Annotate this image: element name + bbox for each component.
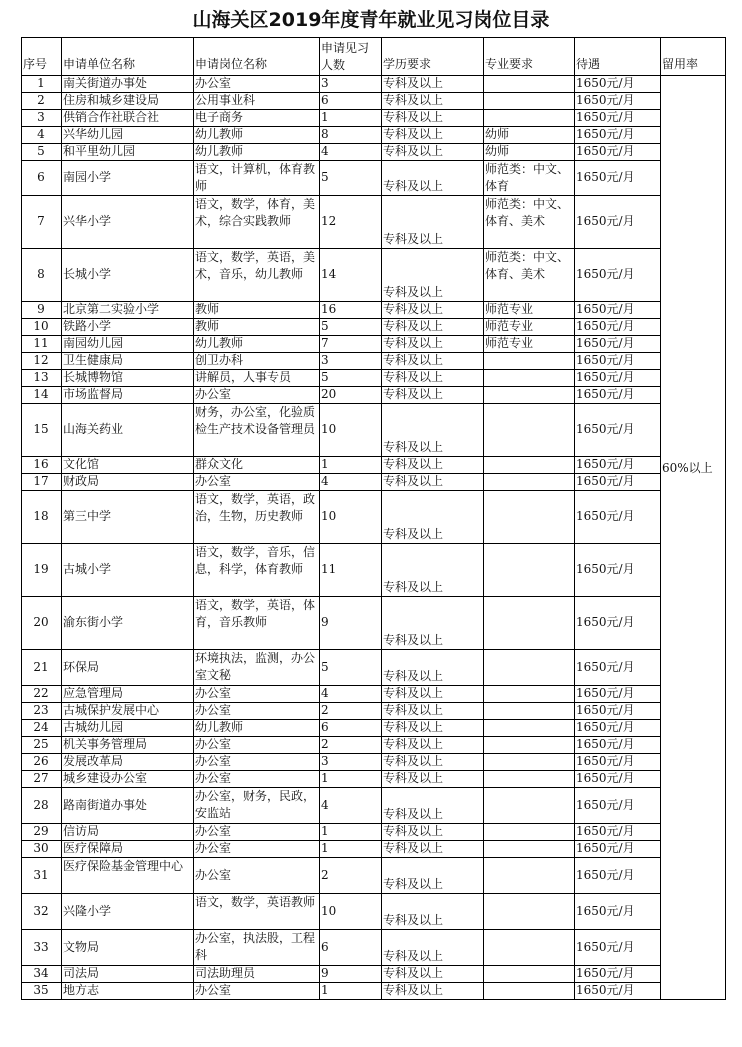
cell-count: 9 [321, 615, 329, 629]
cell-seq: 20 [33, 615, 49, 629]
cell-pay: 1650元/月 [576, 127, 635, 141]
cell-seq: 12 [33, 353, 49, 367]
cell-unit: 兴隆小学 [63, 904, 112, 918]
cell-unit: 第三中学 [63, 509, 112, 523]
cell-count: 3 [321, 353, 329, 367]
cell-post: 语文，数学，英语，政治，生物，历史教师 [195, 492, 316, 523]
cell-unit: 地方志 [63, 983, 100, 997]
cell-post: 办公室，执法股，工程科 [195, 931, 316, 962]
cell-count: 14 [321, 267, 337, 281]
grid-line [660, 75, 726, 76]
cell-pay: 1650元/月 [576, 319, 635, 333]
grid-line [725, 37, 726, 1000]
cell-count: 10 [321, 904, 337, 918]
cell-edu: 专科及以上 [383, 720, 444, 734]
cell-major [483, 736, 574, 753]
grid-line [21, 543, 661, 544]
cell-edu: 专科及以上 [383, 771, 444, 785]
header-pay: 待遇 [576, 57, 601, 71]
cell-unit: 医疗保险基金管理中心 [63, 859, 184, 873]
cell-edu: 专科及以上 [383, 754, 444, 768]
cell-count: 12 [321, 214, 337, 228]
cell-post: 办公室 [195, 868, 232, 882]
cell-edu: 专科及以上 [383, 703, 444, 717]
cell-count: 4 [321, 686, 329, 700]
cell-edu: 专科及以上 [383, 76, 444, 90]
cell-post: 语文，数学，英语，美术，音乐，幼儿教师 [195, 250, 316, 281]
cell-count: 7 [321, 336, 329, 350]
cell-major [483, 823, 574, 840]
cell-count: 5 [321, 370, 329, 384]
grid-line [21, 649, 661, 650]
cell-pay: 1650元/月 [576, 966, 635, 980]
cell-major [483, 352, 574, 369]
page-title: 山海关区2019年度青年就业见习岗位目录 [192, 9, 550, 31]
cell-seq: 5 [37, 144, 45, 158]
cell-pay: 1650元/月 [576, 868, 635, 882]
cell-pay: 1650元/月 [576, 940, 635, 954]
cell-major [483, 456, 574, 473]
cell-seq: 4 [37, 127, 45, 141]
cell-major [483, 508, 574, 525]
cell-seq: 27 [33, 771, 49, 785]
cell-count: 6 [321, 720, 329, 734]
cell-edu: 专科及以上 [383, 232, 444, 246]
cell-edu: 专科及以上 [383, 841, 444, 855]
cell-count: 1 [321, 457, 329, 471]
header-post: 申请岗位名称 [195, 57, 268, 71]
cell-post: 办公室，财务，民政，安监站 [195, 789, 316, 820]
cell-count: 1 [321, 824, 329, 838]
cell-post: 办公室 [195, 824, 232, 838]
cell-unit: 机关事务管理局 [63, 737, 148, 751]
cell-pay: 1650元/月 [576, 841, 635, 855]
cell-major [483, 753, 574, 770]
cell-major [483, 797, 574, 814]
cell-pay: 1650元/月 [576, 93, 635, 107]
cell-pay: 1650元/月 [576, 370, 635, 384]
cell-edu: 专科及以上 [383, 633, 444, 647]
cell-pay: 1650元/月 [576, 660, 635, 674]
cell-seq: 1 [37, 76, 45, 90]
header-seq: 序号 [23, 57, 48, 71]
cell-post: 语文，数学，英语，体育，音乐教师 [195, 598, 316, 629]
grid-line [21, 37, 726, 38]
cell-major [483, 939, 574, 956]
cell-post: 司法助理员 [195, 966, 256, 980]
cell-major [483, 702, 574, 719]
cell-count: 4 [321, 798, 329, 812]
cell-post: 公用事业科 [195, 93, 256, 107]
cell-seq: 14 [33, 387, 49, 401]
grid-line [21, 490, 661, 491]
cell-post: 办公室 [195, 387, 232, 401]
cell-pay: 1650元/月 [576, 798, 635, 812]
grid-line [21, 929, 661, 930]
cell-major [483, 421, 574, 438]
cell-major [483, 719, 574, 736]
cell-edu: 专科及以上 [383, 302, 444, 316]
cell-major: 师范专业 [485, 319, 534, 333]
cell-unit: 长城小学 [63, 267, 112, 281]
cell-edu: 专科及以上 [383, 474, 444, 488]
cell-edu: 专科及以上 [383, 353, 444, 367]
cell-seq: 31 [33, 868, 49, 882]
cell-edu: 专科及以上 [383, 669, 444, 683]
cell-post: 办公室 [195, 754, 232, 768]
cell-unit: 兴华小学 [63, 214, 112, 228]
cell-unit: 南园幼儿园 [63, 336, 124, 350]
cell-seq: 21 [33, 660, 49, 674]
cell-pay: 1650元/月 [576, 720, 635, 734]
cell-seq: 34 [33, 966, 49, 980]
cell-pay: 1650元/月 [576, 353, 635, 367]
cell-major: 幼师 [485, 144, 510, 158]
cell-seq: 6 [37, 170, 45, 184]
header-major: 专业要求 [485, 57, 534, 71]
cell-major [483, 659, 574, 676]
grid-line [21, 596, 661, 597]
cell-pay: 1650元/月 [576, 267, 635, 281]
cell-edu: 专科及以上 [383, 457, 444, 471]
cell-unit: 城乡建设办公室 [63, 771, 148, 785]
cell-count: 1 [321, 841, 329, 855]
cell-pay: 1650元/月 [576, 302, 635, 316]
cell-count: 5 [321, 319, 329, 333]
cell-pay: 1650元/月 [576, 422, 635, 436]
cell-count: 9 [321, 966, 329, 980]
cell-pay: 1650元/月 [576, 983, 635, 997]
cell-seq: 30 [33, 841, 49, 855]
cell-seq: 24 [33, 720, 49, 734]
cell-seq: 16 [33, 457, 49, 471]
cell-post: 群众文化 [195, 457, 244, 471]
cell-edu: 专科及以上 [383, 319, 444, 333]
cell-unit: 住房和城乡建设局 [63, 93, 160, 107]
cell-post: 幼儿教师 [195, 144, 244, 158]
cell-edu: 专科及以上 [383, 110, 444, 124]
cell-unit: 市场监督局 [63, 387, 124, 401]
cell-unit: 供销合作社联合社 [63, 110, 160, 124]
cell-unit: 环保局 [63, 660, 100, 674]
cell-edu: 专科及以上 [383, 336, 444, 350]
cell-unit: 文化馆 [63, 457, 100, 471]
cell-count: 3 [321, 754, 329, 768]
cell-major [483, 685, 574, 702]
cell-seq: 25 [33, 737, 49, 751]
cell-major [483, 386, 574, 403]
cell-post: 办公室 [195, 841, 232, 855]
cell-pay: 1650元/月 [576, 703, 635, 717]
cell-unit: 南关街道办事处 [63, 76, 148, 90]
cell-major [483, 840, 574, 857]
cell-count: 5 [321, 660, 329, 674]
cell-major [483, 75, 574, 92]
grid-line [660, 999, 726, 1000]
cell-seq: 3 [37, 110, 45, 124]
cell-major [483, 92, 574, 109]
cell-post: 环境执法，监测，办公室文秘 [195, 651, 316, 682]
cell-pay: 1650元/月 [576, 509, 635, 523]
cell-edu: 专科及以上 [383, 285, 444, 299]
cell-count: 2 [321, 868, 329, 882]
cell-unit: 信访局 [63, 824, 100, 838]
cell-unit: 古城小学 [63, 562, 112, 576]
cell-pay: 1650元/月 [576, 474, 635, 488]
cell-pay: 1650元/月 [576, 904, 635, 918]
cell-count: 1 [321, 983, 329, 997]
cell-count: 2 [321, 737, 329, 751]
cell-post: 财务，办公室，化验质检生产技术设备管理员 [195, 405, 316, 436]
cell-pay: 1650元/月 [576, 336, 635, 350]
cell-post: 电子商务 [195, 110, 244, 124]
cell-major: 师范类：中文、体育、美术 [485, 197, 570, 228]
cell-pay: 1650元/月 [576, 824, 635, 838]
cell-count: 6 [321, 940, 329, 954]
cell-edu: 专科及以上 [383, 93, 444, 107]
cell-pay: 1650元/月 [576, 110, 635, 124]
cell-post: 幼儿教师 [195, 336, 244, 350]
cell-seq: 19 [33, 562, 49, 576]
cell-unit: 渝东街小学 [63, 615, 124, 629]
cell-major: 师范专业 [485, 336, 534, 350]
cell-seq: 32 [33, 904, 49, 918]
cell-edu: 专科及以上 [383, 127, 444, 141]
cell-pay: 1650元/月 [576, 737, 635, 751]
cell-count: 8 [321, 127, 329, 141]
cell-unit: 文物局 [63, 940, 100, 954]
cell-major [483, 369, 574, 386]
cell-edu: 专科及以上 [383, 737, 444, 751]
cell-seq: 23 [33, 703, 49, 717]
cell-post: 语文，数学，音乐，信息，科学，体育教师 [195, 545, 316, 576]
header-unit: 申请单位名称 [63, 57, 136, 71]
cell-pay: 1650元/月 [576, 144, 635, 158]
cell-edu: 专科及以上 [383, 686, 444, 700]
grid-line [21, 893, 661, 894]
cell-post: 语文，数学，体育，美术，综合实践教师 [195, 197, 316, 228]
cell-seq: 29 [33, 824, 49, 838]
cell-edu: 专科及以上 [383, 966, 444, 980]
cell-major: 师范类：中文、体育、美术 [485, 250, 570, 281]
cell-seq: 28 [33, 798, 49, 812]
cell-unit: 卫生健康局 [63, 353, 124, 367]
cell-post: 教师 [195, 319, 220, 333]
header-edu: 学历要求 [383, 57, 432, 71]
header-count: 申请见习人数 [321, 41, 370, 72]
cell-count: 3 [321, 76, 329, 90]
cell-count: 2 [321, 703, 329, 717]
cell-post: 办公室 [195, 686, 232, 700]
cell-seq: 13 [33, 370, 49, 384]
cell-unit: 司法局 [63, 966, 100, 980]
cell-pay: 1650元/月 [576, 170, 635, 184]
cell-post: 办公室 [195, 737, 232, 751]
cell-major [483, 903, 574, 920]
header-retention: 留用率 [662, 57, 699, 71]
cell-seq: 17 [33, 474, 49, 488]
cell-unit: 古城幼儿园 [63, 720, 124, 734]
cell-count: 6 [321, 93, 329, 107]
grid-line [660, 37, 661, 1000]
cell-edu: 专科及以上 [383, 179, 444, 193]
grid-line [21, 999, 661, 1000]
cell-unit: 古城保护发展中心 [63, 703, 160, 717]
cell-major: 师范专业 [485, 302, 534, 316]
cell-edu: 专科及以上 [383, 824, 444, 838]
cell-major [483, 982, 574, 999]
cell-seq: 15 [33, 422, 49, 436]
cell-post: 办公室 [195, 474, 232, 488]
cell-unit: 长城博物馆 [63, 370, 124, 384]
cell-unit: 兴华幼儿园 [63, 127, 124, 141]
cell-count: 1 [321, 771, 329, 785]
cell-post: 办公室 [195, 76, 232, 90]
cell-seq: 26 [33, 754, 49, 768]
cell-count: 5 [321, 170, 329, 184]
cell-edu: 专科及以上 [383, 387, 444, 401]
cell-edu: 专科及以上 [383, 877, 444, 891]
cell-major: 幼师 [485, 127, 510, 141]
cell-edu: 专科及以上 [383, 913, 444, 927]
cell-post: 办公室 [195, 771, 232, 785]
cell-major [483, 965, 574, 982]
cell-post: 办公室 [195, 983, 232, 997]
cell-pay: 1650元/月 [576, 214, 635, 228]
cell-post: 讲解员，人事专员 [195, 370, 292, 384]
cell-pay: 1650元/月 [576, 387, 635, 401]
cell-pay: 1650元/月 [576, 457, 635, 471]
cell-post: 幼儿教师 [195, 127, 244, 141]
cell-seq: 18 [33, 509, 49, 523]
cell-seq: 8 [37, 267, 45, 281]
cell-count: 16 [321, 302, 337, 316]
cell-unit: 发展改革局 [63, 754, 124, 768]
cell-count: 1 [321, 110, 329, 124]
cell-seq: 9 [37, 302, 45, 316]
cell-unit: 和平里幼儿园 [63, 144, 136, 158]
grid-line [21, 787, 661, 788]
cell-edu: 专科及以上 [383, 983, 444, 997]
cell-unit: 路南街道办事处 [63, 798, 148, 812]
cell-edu: 专科及以上 [383, 370, 444, 384]
cell-edu: 专科及以上 [383, 949, 444, 963]
cell-seq: 2 [37, 93, 45, 107]
cell-unit: 医疗保障局 [63, 841, 124, 855]
cell-post: 幼儿教师 [195, 720, 244, 734]
cell-seq: 33 [33, 940, 49, 954]
cell-post: 语文，计算机，体育教师 [195, 162, 316, 193]
grid-line [21, 403, 661, 404]
cell-major [483, 473, 574, 490]
cell-unit: 南园小学 [63, 170, 112, 184]
retention-value: 60%以上 [662, 461, 713, 475]
cell-seq: 7 [37, 214, 45, 228]
cell-seq: 11 [33, 336, 49, 350]
cell-post: 创卫办科 [195, 353, 244, 367]
cell-count: 10 [321, 422, 337, 436]
cell-pay: 1650元/月 [576, 754, 635, 768]
cell-edu: 专科及以上 [383, 440, 444, 454]
cell-edu: 专科及以上 [383, 807, 444, 821]
cell-count: 20 [321, 387, 337, 401]
cell-unit: 财政局 [63, 474, 100, 488]
cell-major [483, 109, 574, 126]
cell-edu: 专科及以上 [383, 580, 444, 594]
cell-seq: 35 [33, 983, 49, 997]
cell-count: 4 [321, 474, 329, 488]
cell-unit: 应急管理局 [63, 686, 124, 700]
cell-pay: 1650元/月 [576, 562, 635, 576]
cell-post: 教师 [195, 302, 220, 316]
cell-pay: 1650元/月 [576, 615, 635, 629]
cell-count: 10 [321, 509, 337, 523]
cell-pay: 1650元/月 [576, 76, 635, 90]
cell-major: 师范类：中文、体育 [485, 162, 570, 193]
cell-major [483, 614, 574, 631]
cell-major [483, 770, 574, 787]
cell-unit: 山海关药业 [63, 422, 124, 436]
cell-seq: 22 [33, 686, 49, 700]
cell-unit: 北京第二实验小学 [63, 302, 160, 316]
cell-unit: 铁路小学 [63, 319, 112, 333]
cell-count: 4 [321, 144, 329, 158]
cell-post: 语文，数学，英语教师 [195, 895, 316, 909]
cell-count: 11 [321, 562, 337, 576]
cell-major [483, 561, 574, 578]
cell-post: 办公室 [195, 703, 232, 717]
cell-major [483, 867, 574, 884]
cell-pay: 1650元/月 [576, 771, 635, 785]
job-directory-table [21, 37, 725, 1027]
cell-seq: 10 [33, 319, 49, 333]
cell-edu: 专科及以上 [383, 144, 444, 158]
cell-pay: 1650元/月 [576, 686, 635, 700]
cell-edu: 专科及以上 [383, 527, 444, 541]
